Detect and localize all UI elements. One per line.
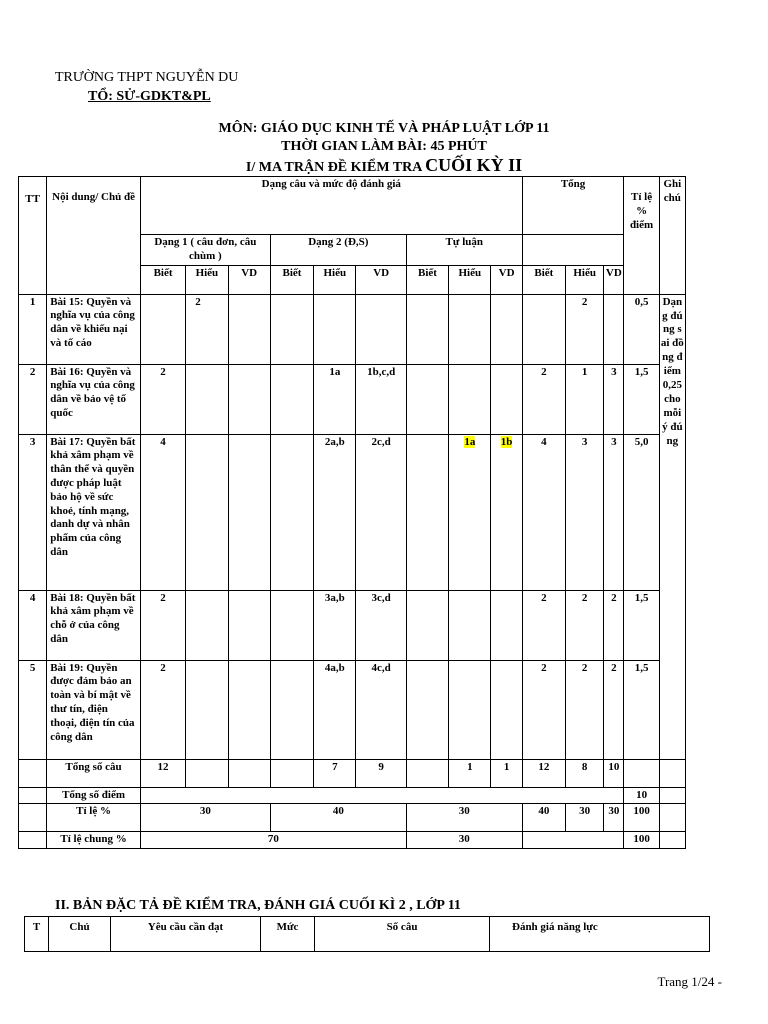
header-total-blank <box>522 235 624 266</box>
spec-col-tt: T <box>25 917 49 952</box>
sum-questions-row <box>19 759 686 787</box>
blank-cell <box>659 787 685 804</box>
cell-d1-vd <box>228 294 270 364</box>
cell-total-biet: 2 <box>522 364 565 434</box>
cell-d1-biet: 2 <box>140 660 185 759</box>
cell-d1-biet <box>140 294 185 364</box>
cell-rate: 0,5 <box>624 294 659 364</box>
blank-cell <box>19 759 47 787</box>
row-tt: 1 <box>19 294 47 364</box>
blank-cell <box>19 804 47 832</box>
sum-total-biet: 12 <box>522 759 565 787</box>
cell-total-biet: 2 <box>522 590 565 660</box>
cell-d1-biet: 2 <box>140 590 185 660</box>
cell-d2-biet <box>270 434 313 590</box>
department-name: TỔ: SỬ-GDKT&PL <box>88 89 211 104</box>
rate-type1: 30 <box>140 804 270 832</box>
cell-total-hieu: 2 <box>566 660 604 759</box>
note-cell: Dạng đúng sai đồng điểm 0,25 cho mỗi ý đúng <box>659 294 685 759</box>
cell-d1-vd <box>228 364 270 434</box>
rate-total-biet: 40 <box>522 804 565 832</box>
cell-tl-biet <box>406 364 448 434</box>
cell-rate: 1,5 <box>624 364 659 434</box>
cell-d1-vd <box>228 590 270 660</box>
sum-points-label: Tổng số điểm <box>47 787 141 804</box>
exam-matrix-table <box>18 176 686 849</box>
rate-type3: 30 <box>406 804 522 832</box>
blank-cell <box>19 787 47 804</box>
header-total: Tổng <box>522 177 624 235</box>
cell-total-vd <box>604 294 624 364</box>
level-biet: Biết <box>406 265 448 294</box>
rate-row-label: Tỉ lệ % <box>47 804 141 832</box>
duration-title: THỜI GIAN LÀM BÀI: 45 PHÚT <box>281 139 487 154</box>
table-row <box>19 294 686 364</box>
school-name: TRƯỜNG THPT NGUYỄN DU <box>55 70 239 85</box>
rate-total-hieu: 30 <box>566 804 604 832</box>
blank-cell <box>270 759 313 787</box>
row-content: Bài 16: Quyền và nghĩa vụ của công dân về bảo vệ tổ quốc <box>47 364 141 434</box>
level-hieu: Hiểu <box>566 265 604 294</box>
sum-d1-biet: 12 <box>140 759 185 787</box>
cell-d1-hieu <box>186 434 228 590</box>
sum-points-row <box>19 787 686 804</box>
cell-total-hieu: 2 <box>566 590 604 660</box>
cell-tl-hieu <box>449 660 491 759</box>
cell-total-biet: 4 <box>522 434 565 590</box>
blank-cell <box>624 759 659 787</box>
cell-d2-hieu: 4a,b <box>314 660 356 759</box>
header-tt: TT <box>19 177 47 295</box>
cell-total-hieu: 2 <box>566 294 604 364</box>
cell-tl-vd <box>491 294 522 364</box>
table-row <box>19 364 686 434</box>
cell-total-vd: 2 <box>604 660 624 759</box>
cell-total-biet <box>522 294 565 364</box>
cell-total-vd: 3 <box>604 364 624 434</box>
header-content: Nội dung/ Chủ đề <box>47 177 141 295</box>
cell-d2-biet <box>270 590 313 660</box>
level-vd: VD <box>228 265 270 294</box>
cell-tl-biet <box>406 434 448 590</box>
cell-d2-vd: 4c,d <box>356 660 406 759</box>
rate-type2: 40 <box>270 804 406 832</box>
row-content: Bài 19: Quyền được đảm bảo an toàn và bí mật về thư tín, điện thoại, điện tín của công dân <box>47 660 141 759</box>
cell-d1-biet: 4 <box>140 434 185 590</box>
section2-title: II. BẢN ĐẶC TẢ ĐỀ KIỂM TRA, ĐÁNH GIÁ CUỐI KÌ 2 , LỚP 11 <box>55 898 461 913</box>
cell-tl-vd <box>491 660 522 759</box>
blank-cell <box>522 832 624 849</box>
sum-tl-hieu: 1 <box>449 759 491 787</box>
table-row <box>19 590 686 660</box>
cell-d1-hieu: 2 <box>186 294 228 364</box>
blank-cell <box>186 759 228 787</box>
level-vd: VD <box>356 265 406 294</box>
cell-total-vd: 3 <box>604 434 624 590</box>
cell-tl-biet <box>406 660 448 759</box>
rate-total: 100 <box>624 804 659 832</box>
cell-tl-biet <box>406 294 448 364</box>
cell-tl-hieu <box>449 590 491 660</box>
cell-tl-vd <box>491 364 522 434</box>
cell-total-hieu: 1 <box>566 364 604 434</box>
spec-col-topic: Chủ <box>49 917 111 952</box>
cell-total-hieu: 3 <box>566 434 604 590</box>
header-type2: Dạng 2 (Đ,S) <box>270 235 406 266</box>
row-tt: 3 <box>19 434 47 590</box>
cell-d1-vd <box>228 434 270 590</box>
rate-general-total: 100 <box>624 832 659 849</box>
cell-rate: 1,5 <box>624 590 659 660</box>
cell-tl-biet <box>406 590 448 660</box>
cell-total-vd: 2 <box>604 590 624 660</box>
cell-tl-hieu <box>449 434 491 590</box>
cell-d2-vd: 1b,c,d <box>356 364 406 434</box>
cell-d1-hieu <box>186 660 228 759</box>
level-hieu: Hiểu <box>186 265 228 294</box>
blank-cell <box>659 759 685 787</box>
spec-col-count: Số câu <box>315 917 490 952</box>
sum-total-vd: 10 <box>604 759 624 787</box>
header-note: Ghi chú <box>659 177 685 295</box>
blank-cell <box>406 759 448 787</box>
rate-general-a: 70 <box>140 832 406 849</box>
spec-col-evaluation: Đánh giá năng lực <box>490 917 710 952</box>
sum-questions-label: Tổng số câu <box>47 759 141 787</box>
spec-table <box>24 916 710 952</box>
cell-d2-hieu: 2a,b <box>314 434 356 590</box>
cell-d1-vd <box>228 660 270 759</box>
cell-tl-hieu <box>449 294 491 364</box>
header-type1: Dạng 1 ( câu đơn, câu chùm ) <box>140 235 270 266</box>
cell-d2-hieu <box>314 294 356 364</box>
level-hieu: Hiểu <box>449 265 491 294</box>
cell-d2-vd: 2c,d <box>356 434 406 590</box>
sum-d2-vd: 9 <box>356 759 406 787</box>
cell-rate: 5,0 <box>624 434 659 590</box>
cell-d2-biet <box>270 364 313 434</box>
rate-row <box>19 804 686 832</box>
level-vd: VD <box>491 265 522 294</box>
cell-d2-hieu: 1a <box>314 364 356 434</box>
row-content: Bài 17: Quyền bất khả xâm phạm về thân thể và quyền được pháp luật bảo hộ về sức khoẻ, tính mạng, danh dự và nhân phẩm của công dân <box>47 434 141 590</box>
cell-d2-biet <box>270 294 313 364</box>
sum-total-hieu: 8 <box>566 759 604 787</box>
subject-title: MÔN: GIÁO DỤC KINH TẾ VÀ PHÁP LUẬT LỚP 11 <box>218 121 550 136</box>
spec-col-requirement: Yêu cầu cần đạt <box>111 917 261 952</box>
rate-general-b: 30 <box>406 832 522 849</box>
blank-cell <box>140 787 624 804</box>
row-tt: 4 <box>19 590 47 660</box>
cell-tl-vd <box>491 434 522 590</box>
cell-tl-vd <box>491 590 522 660</box>
blank-cell <box>659 804 685 832</box>
level-biet: Biết <box>270 265 313 294</box>
cell-d1-hieu <box>186 364 228 434</box>
row-tt: 5 <box>19 660 47 759</box>
page-number: Trang 1/24 - <box>657 974 722 989</box>
cell-tl-hieu <box>449 364 491 434</box>
sum-d2-hieu: 7 <box>314 759 356 787</box>
cell-total-biet: 2 <box>522 660 565 759</box>
spec-header-row <box>25 917 710 952</box>
cell-d2-vd: 3c,d <box>356 590 406 660</box>
rate-general-row <box>19 832 686 849</box>
cell-d1-hieu <box>186 590 228 660</box>
cell-rate: 1,5 <box>624 660 659 759</box>
highlight-mark: 1a <box>464 435 476 448</box>
level-biet: Biết <box>522 265 565 294</box>
section1-title: I/ MA TRẬN ĐỀ KIỂM TRA CUỐI KỲ II <box>245 155 523 175</box>
blank-cell <box>19 832 47 849</box>
highlight-mark: 1b <box>500 435 513 448</box>
table-row <box>19 434 686 590</box>
sum-points-value: 10 <box>624 787 659 804</box>
header-question-types: Dạng câu và mức độ đánh giá <box>140 177 522 235</box>
blank-cell <box>228 759 270 787</box>
table-row <box>19 660 686 759</box>
level-hieu: Hiểu <box>314 265 356 294</box>
row-content: Bài 15: Quyền và nghĩa vụ của công dân về khiếu nại và tố cáo <box>47 294 141 364</box>
cell-d2-hieu: 3a,b <box>314 590 356 660</box>
cell-d1-biet: 2 <box>140 364 185 434</box>
rate-general-label: Tỉ lệ chung % <box>47 832 141 849</box>
level-vd: VD <box>604 265 624 294</box>
cell-d2-vd <box>356 294 406 364</box>
header-type3: Tự luận <box>406 235 522 266</box>
blank-cell <box>659 832 685 849</box>
level-biet: Biết <box>140 265 185 294</box>
row-tt: 2 <box>19 364 47 434</box>
spec-col-level: Mức <box>261 917 315 952</box>
header-rate: Tỉ lệ % điểm <box>624 177 659 295</box>
sum-tl-vd: 1 <box>491 759 522 787</box>
rate-total-vd: 30 <box>604 804 624 832</box>
row-content: Bài 18: Quyền bất khả xâm phạm về chỗ ở của công dân <box>47 590 141 660</box>
cell-d2-biet <box>270 660 313 759</box>
